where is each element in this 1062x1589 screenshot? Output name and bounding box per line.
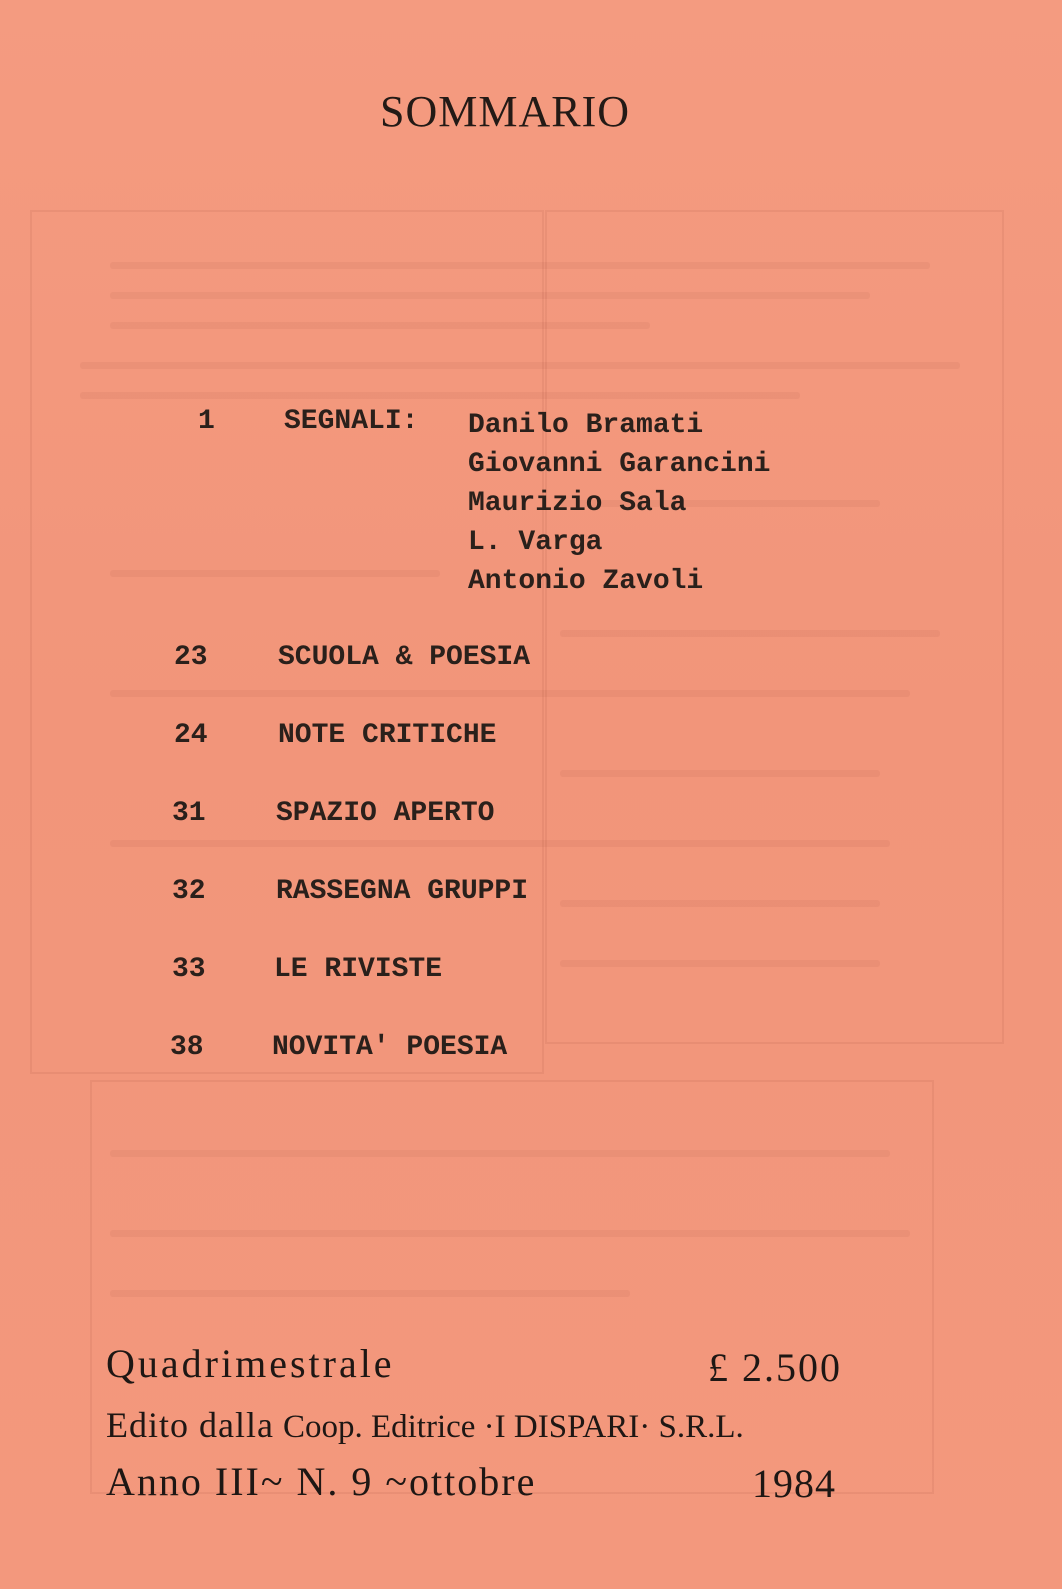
show-through-text [110, 322, 650, 329]
show-through-text [560, 630, 940, 637]
show-through-text [110, 1290, 630, 1297]
publisher-name: Coop. Editrice ·I DISPARI· S.R.L. [282, 1409, 744, 1445]
toc-section-label: NOTE CRITICHE [278, 720, 497, 751]
toc-page-number: 1 [198, 406, 215, 437]
show-through-text [110, 1150, 890, 1157]
toc-page-number: 24 [174, 720, 208, 751]
show-through-text [110, 1230, 910, 1237]
issue-info: Anno III~ N. 9 ~ottobre [106, 1459, 537, 1504]
toc-page-number: 33 [172, 954, 206, 985]
author-name: Maurizio Sala [468, 488, 687, 519]
toc-section-label: SEGNALI: [284, 406, 419, 437]
toc-page-number: 38 [170, 1032, 204, 1063]
toc-page-number: 23 [174, 642, 208, 673]
issue-price: £ 2.500 [708, 1345, 842, 1390]
author-name: Danilo Bramati [468, 410, 704, 441]
show-through-text [560, 770, 880, 777]
publisher-line [106, 1404, 744, 1446]
author-name: Antonio Zavoli [468, 566, 704, 597]
show-through-text [560, 960, 880, 967]
page-title: SOMMARIO [380, 87, 631, 136]
show-through-text [80, 392, 800, 399]
show-through-frame [545, 210, 1004, 1044]
edited-by-label: Edito dalla [106, 1405, 274, 1445]
show-through-text [80, 362, 960, 369]
toc-section-label: NOVITA' POESIA [272, 1032, 508, 1063]
show-through-text [110, 292, 870, 299]
show-through-text [110, 840, 890, 847]
toc-section-label: SCUOLA & POESIA [278, 642, 531, 673]
toc-section-label: RASSEGNA GRUPPI [276, 876, 529, 907]
show-through-text [110, 570, 440, 577]
toc-section-label: LE RIVISTE [274, 954, 443, 985]
show-through-text [560, 900, 880, 907]
toc-page-number: 32 [172, 876, 206, 907]
author-name: Giovanni Garancini [468, 449, 771, 480]
issue-year: 1984 [752, 1461, 836, 1506]
segnali-author-list [468, 406, 770, 601]
author-name: L. Varga [468, 527, 603, 558]
toc-page-number: 31 [172, 798, 206, 829]
show-through-text [110, 690, 910, 697]
toc-section-label: SPAZIO APERTO [276, 798, 495, 829]
show-through-text [110, 262, 930, 269]
publication-frequency: Quadrimestrale [106, 1341, 395, 1386]
